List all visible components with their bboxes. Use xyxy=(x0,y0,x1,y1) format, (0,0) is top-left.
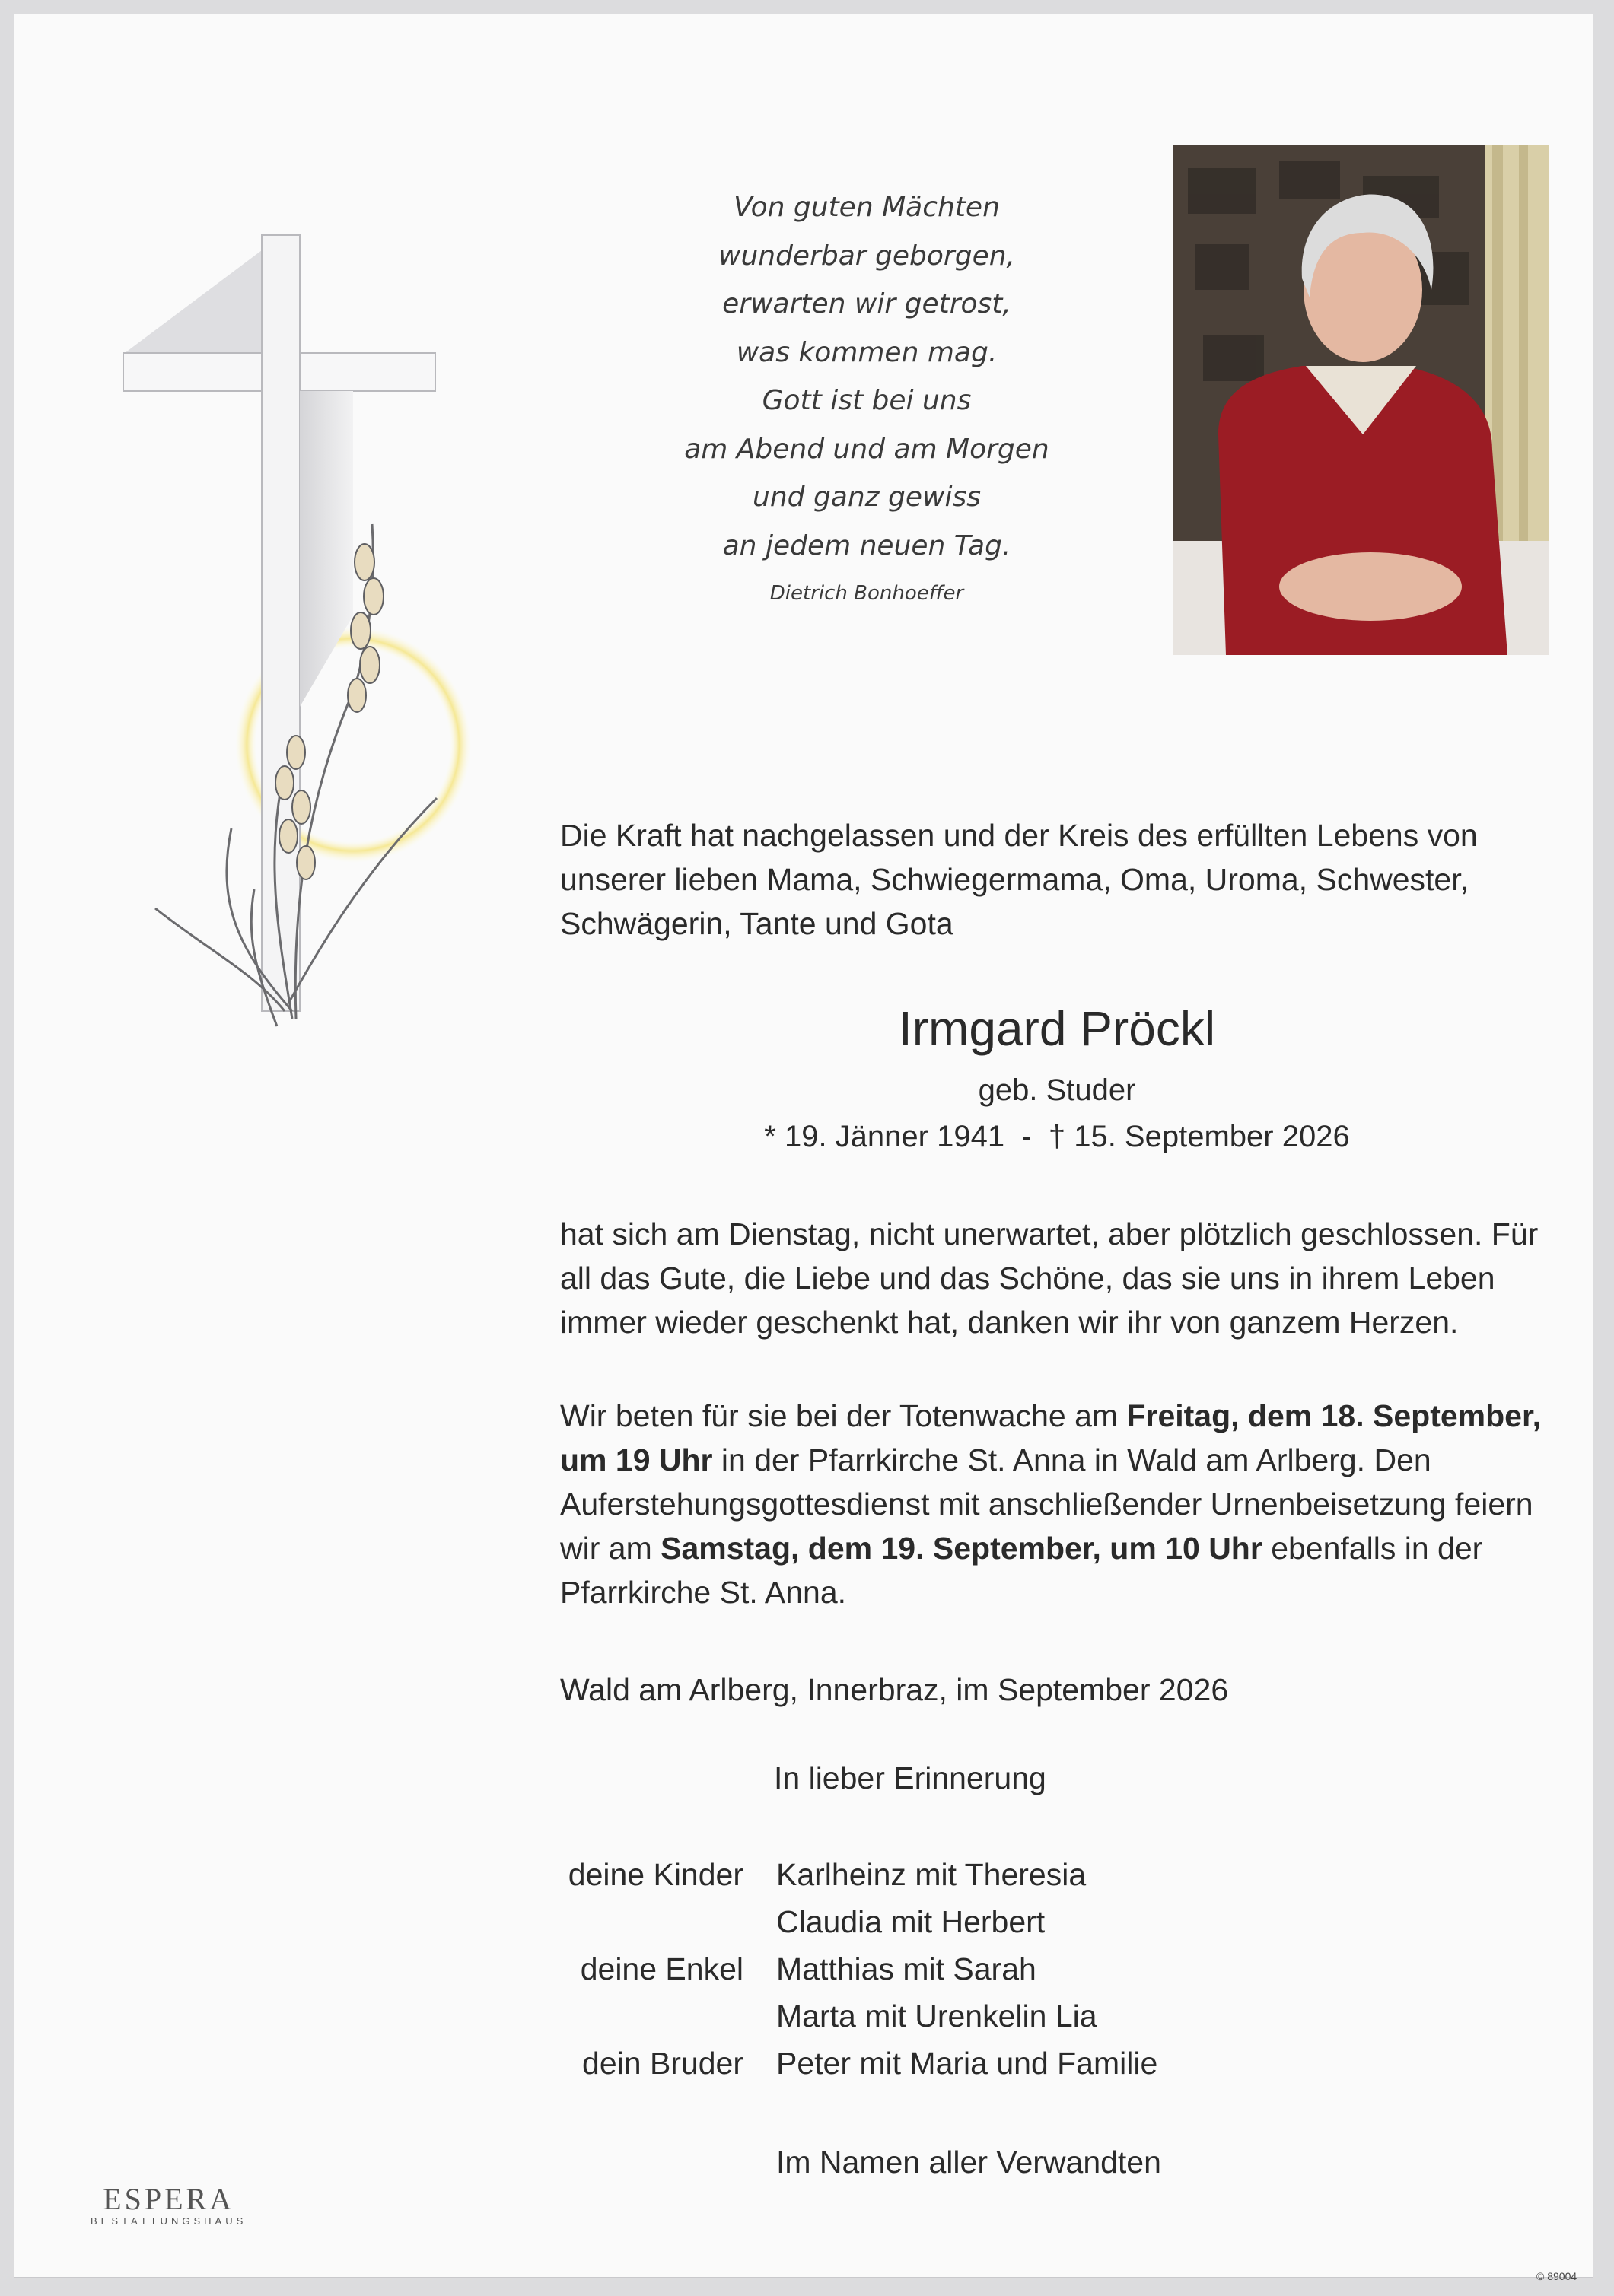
family-name: Marta mit Urenkelin Lia xyxy=(776,1999,1097,2034)
bible-quote xyxy=(623,183,1110,612)
quote-line: an jedem neuen Tag. xyxy=(722,529,1011,561)
family-name: Claudia mit Herbert xyxy=(776,1904,1046,1939)
family-name: Matthias mit Sarah xyxy=(776,1951,1036,1986)
family-label-enkel: deine Enkel xyxy=(580,1951,743,1986)
copyright-mark: © 89004 xyxy=(1536,2270,1577,2282)
paragraph-services xyxy=(560,1394,1565,1614)
life-dates: * 19. Jänner 1941 - † 15. September 2026 xyxy=(764,1120,1350,1153)
quote-line: am Abend und am Morgen xyxy=(684,433,1049,465)
intro-text: Die Kraft hat nachgelassen und der Kreis des erfüllten Lebens von unserer lieben Mama, Schwiegermama, Oma, Uroma, Schwester, Schwägerin, Tante und Gota xyxy=(560,818,1478,941)
quote-line: und ganz gewiss xyxy=(753,482,981,513)
quote-line: wunderbar geborgen, xyxy=(718,240,1015,272)
closing-line: Im Namen aller Verwandten xyxy=(776,2145,1161,2180)
quote-line: Gott ist bei uns xyxy=(762,385,972,416)
quote-line: erwarten wir getrost, xyxy=(722,288,1011,320)
services-text: ebenfalls in der Pfarrkirche St. Anna. xyxy=(560,1531,1483,1610)
memory-line: In lieber Erinnerung xyxy=(774,1760,1046,1795)
cross-wheat-illustration xyxy=(102,220,528,1034)
maiden-name: geb. Studer xyxy=(978,1073,1136,1107)
parte-sheet xyxy=(14,14,1593,2282)
deceased-name: Irmgard Pröckl xyxy=(898,1001,1216,1056)
quote-author: Dietrich Bonhoeffer xyxy=(769,582,964,605)
logo-name: ESPERA xyxy=(103,2182,235,2216)
quote-line: Von guten Mächten xyxy=(734,192,1000,223)
family-label-kinder: deine Kinder xyxy=(568,1857,743,1892)
services-text: in der Pfarrkirche St. Anna in Wald am Arlberg. Den Auferstehungsgottesdienst mit anschließender Urnenbeisetzung feiern wir am xyxy=(560,1442,1533,1566)
paragraph-gratitude: hat sich am Dienstag, nicht unerwartet, aber plötzlich geschlossen. Für all das Gute, die Liebe und das Schöne, das sie uns in ihrem Leben immer wieder geschenkt hat, danken wir ihr von ganzem Herzen. xyxy=(560,1216,1539,1340)
quote-line: was kommen mag. xyxy=(736,336,998,368)
family-name: Peter mit Maria und Familie xyxy=(776,2046,1158,2081)
funeral-home-logo xyxy=(91,2181,247,2227)
services-text: Wir beten für sie bei der Totenwache am xyxy=(560,1398,1127,1433)
place-date: Wald am Arlberg, Innerbraz, im September 2026 xyxy=(560,1672,1229,1707)
portrait-photo xyxy=(1173,145,1549,655)
logo-subtitle: BESTATTUNGSHAUS xyxy=(91,2215,247,2227)
family-label-bruder: dein Bruder xyxy=(582,2046,743,2081)
wake-time: Freitag, dem 18. September, um 19 Uhr xyxy=(560,1398,1542,1477)
funeral-time: Samstag, dem 19. September, um 10 Uhr xyxy=(661,1531,1262,1566)
family-name: Karlheinz mit Theresia xyxy=(776,1857,1087,1892)
